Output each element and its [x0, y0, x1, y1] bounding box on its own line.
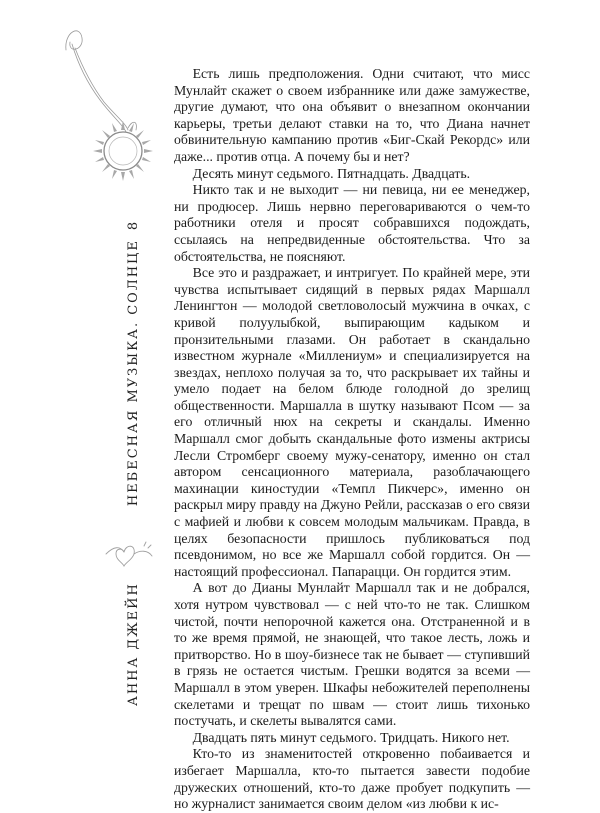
paragraph: Двадцать пять минут седьмого. Тридцать. Никого нет.	[192, 729, 510, 745]
running-head	[126, 222, 141, 706]
body-text	[174, 66, 530, 813]
paragraph: Есть лишь предположения. Одни считают, что мисс Мунлайт скажет о своем избраннике или даже замужестве, другие думают, что она объявит о внезапном окончании карьеры, третьи делают ставки на то, что Диана начнет обвинительную кампанию против «Биг-Скай Рекордс» или даже... против отца. А почему бы и нет?	[174, 66, 530, 164]
page-number: 8	[126, 221, 141, 231]
running-head-title: НЕБЕСНАЯ МУЗЫКА. СОЛНЦЕ	[126, 239, 141, 507]
paragraph: Все это и раздражает, и интригует. По крайней мере, эти чувства испытывает сидящий в первых рядах Маршалл Ленингтон — молодой светловолосый мужчина в очках, с кривой полуулыбкой, выпирающим кадыком и пронзительными глазами. Он работает в скандально известном журнале «Миллениум» и специализируется на звездах, неплохо получая за то, что раскрывает их тайны и умело подает на белом блюде голодной до зрелищ общественности. Маршалла в шутку называют Псом — за его отличный нюх на секреты и скандалы. Именно Маршалл смог добыть скандальные фото измены актрисы Лесли Стромберг своему мужу-сенатору, именно он стал автором сенсационного материала, разоблачающего махинации киностудии «Темпл Пикчерс», именно он раскрыл миру правду на Джуно Рейли, рассказав о его связи с мафией и любви к совсем молодым мальчикам. Правда, в целях безопасности пришлось публиковаться под псевдонимом, но все же Маршалл собой гордится. Он — настоящий профессионал. Папарацци. Он гордится этим.	[174, 265, 530, 579]
paragraph: Кто-то из знаменитостей откровенно побаивается и избегает Маршалла, кто-то пытается завести подобие дружеских отношений, кто-то даже пробует подкупить — но журналист занимается своим делом «из любви к ис-	[174, 746, 530, 812]
paragraph: Десять минут седьмого. Пятнадцать. Двадцать.	[192, 165, 471, 181]
paragraph: Никто так и не выходит — ни певица, ни ее менеджер, ни продюсер. Лишь нервно переговариваются о чем-то работники отеля и просят собравшихся подождать, ссылаясь на непредвиденные обстоятельства. Что за обстоятельства, не поясняют.	[174, 182, 530, 264]
sun-pendant-ornament-icon	[60, 20, 170, 200]
paragraph: А вот до Дианы Мунлайт Маршалл так и не добрался, хотя нутром чувствовал — с ней что-то не так. Слишком чистой, почти непорочной кажется она. Отстраненной и в то же время прямой, не знающей, что такое лесть, ложь и притворство. Но в шоу-бизнесе так не бывает — ступивший в грязь не остается чистым. Грешки водятся за всеми — Маршалл в этом уверен. Шкафы небожителей переполнены скелетами и трещат по швам — стоит лишь тихонько постучать, и скелеты вывалятся сами.	[174, 580, 530, 729]
running-head-author: АННА ДЖЕЙН	[126, 582, 141, 706]
